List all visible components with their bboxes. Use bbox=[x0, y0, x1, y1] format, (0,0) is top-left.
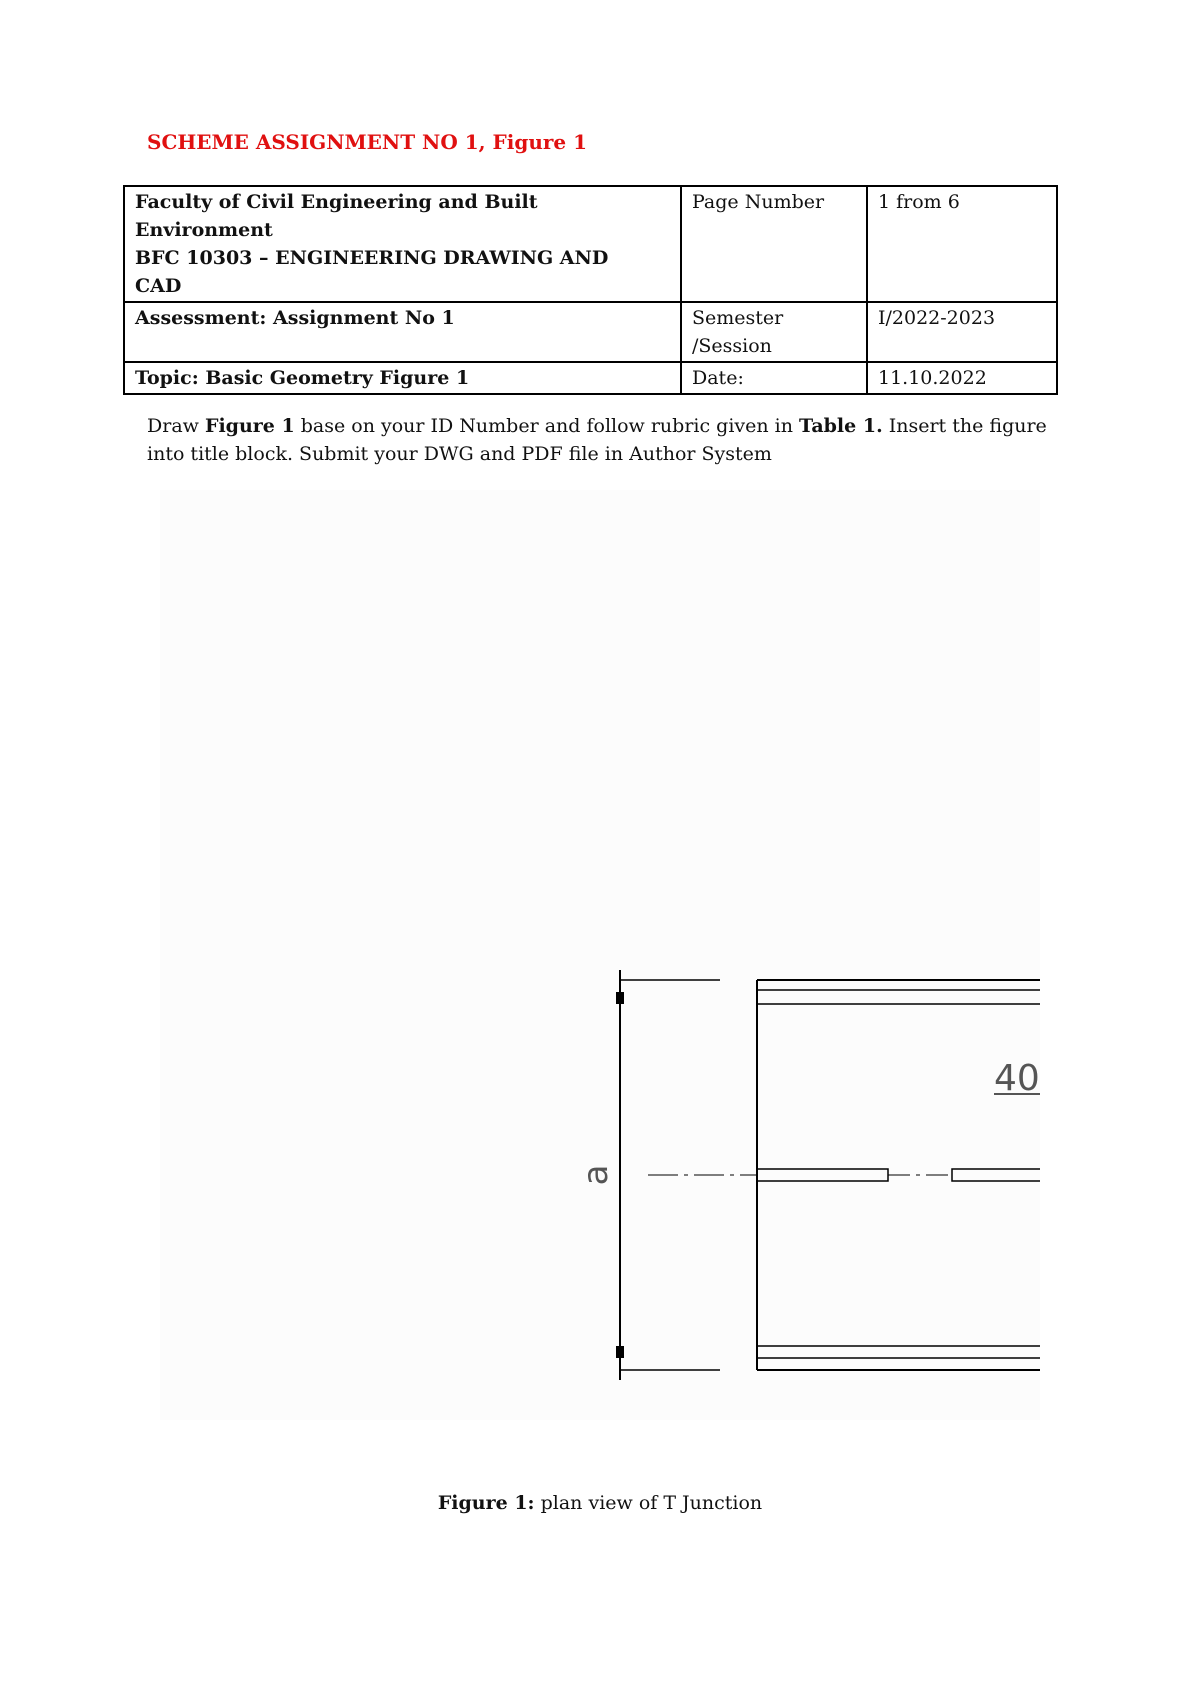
figure-caption bbox=[0, 1492, 1200, 1514]
instructions-text: Insert the figure into title block. Submit your DWG and PDF file in Author System bbox=[147, 415, 1047, 465]
date-value: 11.10.2022 bbox=[867, 362, 1057, 394]
caption-label: Figure 1: bbox=[437, 1492, 535, 1514]
semester-label-line: /Session bbox=[692, 335, 772, 357]
instructions-text: base on your ID Number and follow rubric given in bbox=[294, 415, 800, 437]
dimension-label-40: 40 bbox=[994, 1058, 1040, 1099]
instructions-figure-ref: Figure 1 bbox=[204, 415, 295, 437]
instructions-table-ref: Table 1. bbox=[799, 415, 883, 437]
instructions-text: Draw bbox=[147, 415, 205, 437]
instructions-paragraph bbox=[147, 412, 1067, 468]
faculty-line: Faculty of Civil Engineering and Built bbox=[135, 191, 538, 213]
topic-cell: Topic: Basic Geometry Figure 1 bbox=[124, 362, 681, 394]
assessment-cell: Assessment: Assignment No 1 bbox=[124, 302, 681, 362]
faculty-cell bbox=[124, 186, 681, 302]
course-line: CAD bbox=[135, 275, 182, 297]
page-heading: SCHEME ASSIGNMENT NO 1, Figure 1 bbox=[147, 130, 588, 154]
semester-label-line: Semester bbox=[692, 307, 784, 329]
table-row bbox=[124, 302, 1057, 362]
central-slot bbox=[952, 1169, 1040, 1181]
semester-value: I/2022-2023 bbox=[867, 302, 1057, 362]
course-line: BFC 10303 – ENGINEERING DRAWING AND bbox=[135, 247, 609, 269]
faculty-line: Environment bbox=[135, 219, 273, 241]
table-row bbox=[124, 186, 1057, 302]
page-number-value: 1 from 6 bbox=[867, 186, 1057, 302]
t-junction-plan-svg bbox=[160, 490, 1040, 1420]
table-row bbox=[124, 362, 1057, 394]
dimension-arrow-top bbox=[616, 992, 624, 1004]
page-number-label: Page Number bbox=[681, 186, 867, 302]
dimension-label-a: a bbox=[576, 1164, 616, 1186]
dimension-arrow-bottom bbox=[616, 1346, 624, 1358]
central-slot bbox=[757, 1169, 888, 1181]
caption-text: plan view of T Junction bbox=[534, 1492, 763, 1514]
date-label: Date: bbox=[681, 362, 867, 394]
semester-label bbox=[681, 302, 867, 362]
figure-drawing bbox=[160, 490, 1040, 1420]
info-table bbox=[123, 185, 1058, 395]
